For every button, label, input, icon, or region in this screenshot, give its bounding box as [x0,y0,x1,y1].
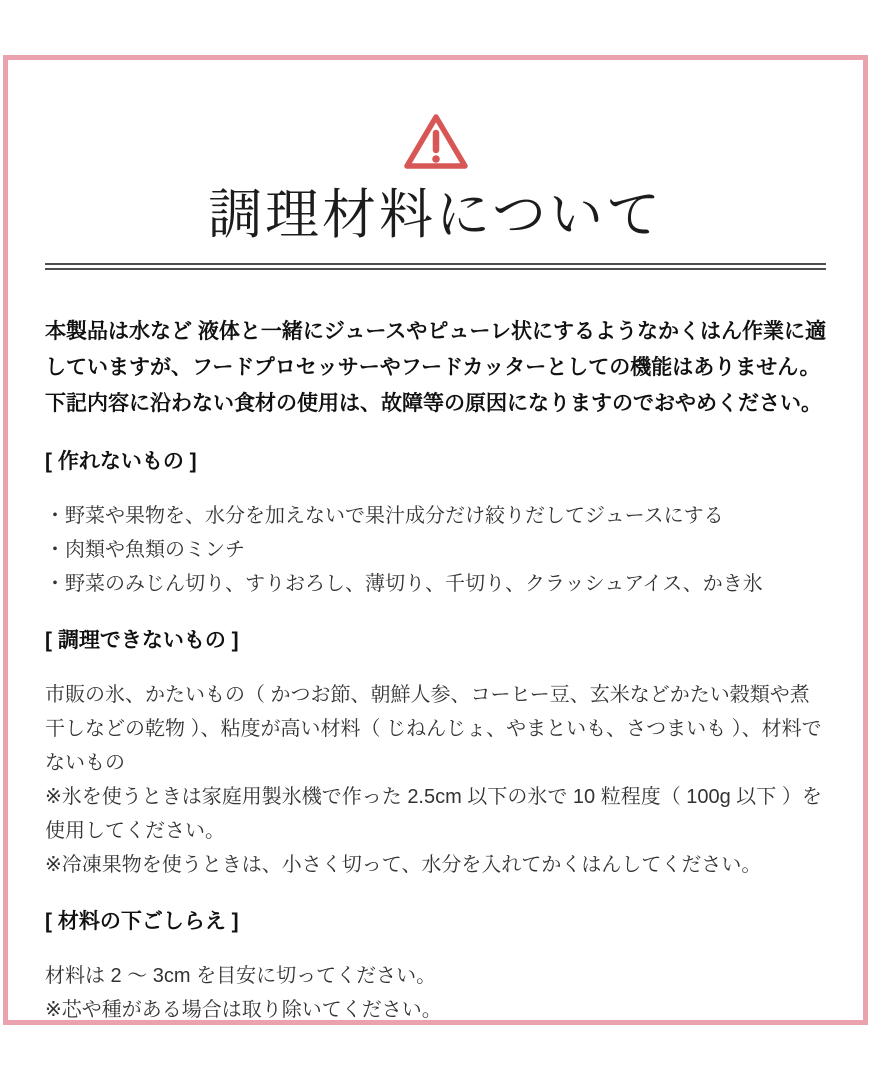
page-content [8,60,863,1027]
section-heading: [ 材料の下ごしらえ ] [45,910,239,933]
page-title: 調理材料について [208,185,663,245]
page-frame [3,55,868,1025]
list-item: ・肉類や魚類のミンチ [45,539,245,561]
section-heading: [ 作れないもの ] [45,450,197,473]
section-heading: [ 調理できないもの ] [45,629,239,652]
warning-triangle-icon [403,112,469,172]
paragraph: 材料は 2 ～ 3cm を目安に切ってください。 [45,965,437,987]
intro-paragraph: 本製品は水など 液体と一緒にジュースやピューレ状にするようなかくはん作業に適していますが、フードプロセッサーやフードカッターとしての機能はありません。下記内容に沿わない食材の使用は、故障等の原因になりますのでおやめください。 [45,320,826,415]
note-line: ※芯や種がある場合は取り除いてください。 [45,999,442,1021]
list-item: ・野菜のみじん切り、すりおろし、薄切り、千切り、クラッシュアイス、かき氷 [45,573,763,595]
section-body [45,959,826,1027]
note-line: ※氷を使うときは家庭用製氷機で作った 2.5cm 以下の氷で 10 粒程度（ 100g 以下 ）を使用してください。 [45,786,822,842]
note-line: ※冷凍果物を使うときは、小さく切って、水分を入れてかくはんしてください。 [45,854,762,876]
paragraph: 市販の氷、かたいもの（ かつお節、朝鮮人参、コーヒー豆、玄米などかたい穀類や煮干しなどの乾物 ）、粘度が高い材料（ じねんじょ、やまといも、さつまいも ）、材料でないもの [45,684,822,774]
section-cannot-make [45,448,826,601]
section-cannot-cook [45,627,826,882]
section-body [45,499,826,601]
section-ingredient-prep [45,908,826,1027]
list-item: ・野菜や果物を、水分を加えないで果汁成分だけ絞りだしてジュースにする [45,505,724,527]
section-body [45,678,826,882]
warning-icon-wrapper [45,112,826,172]
title-divider [45,263,826,270]
